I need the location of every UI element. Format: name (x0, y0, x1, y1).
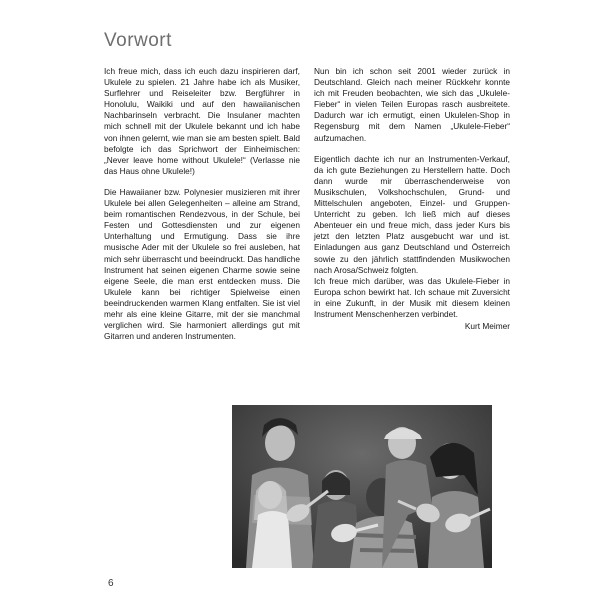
left-column (104, 66, 300, 352)
right-column (314, 66, 510, 332)
paragraph: Ich freue mich, dass ich euch dazu inspirieren darf, Ukulele zu spielen. 21 Jahre habe ich als Musiker, Surflehrer und Reiseleiter bzw. Bergführer in Honolulu, Waikiki und auf den hawaiianischen Nachbarinseln verbracht. Die Insulaner machten mich schnell mit der Ukulele bekannt und ich habe von ihnen gelernt, wie man sie am besten spielt. Bald befolgte ich das Sprichwort der Einheimischen: „Never leave home without Ukulele!“ (Verlasse nie das Haus ohne Ukulele!) (104, 66, 301, 176)
paragraph: Nun bin ich schon seit 2001 wieder zurück in Deutschland. Gleich nach meiner Rückkehr konnte ich mit Freuden beobachten, wie sich das „Ukulele-Fieber“ in vielen Teilen Europas rasch ausbreitete. Dadurch war ich ermutigt, einen Ukulelen-Shop in Regensburg mit dem Namen „Ukulele-Fieber“ aufzumachen. (314, 66, 510, 143)
author-signature: Kurt Meimer (464, 321, 510, 332)
paragraph: Eigentlich dachte ich nur an Instrumenten-Verkauf, da ich gute Beziehungen zu Herstellern hatte. Doch dann wurde mir überraschenderweise von Musikschulen, Volkshochschulen, Grund- und Mittelschulen angeboten, Einzel- und Gruppen-Unterricht zu geben. Ich ließ mich auf dieses Abenteuer ein und freue mich, dass jeder Kurs bis jetzt den letzten Platz ausgebucht war und ist. Einladungen aus ganz Deutschland und Österreich sowie zu den jährlich stattfindenden Musikwochen nach Arosa/Schweiz folgten. (314, 153, 510, 275)
paragraph: Ich freue mich darüber, was das Ukulele-Fieber in Europa schon bewirkt hat. Ich schaue mit Zuversicht in eine Zukunft, in der Musik mit diesem kleinen Instrument Menschenherzen verbindet. (314, 275, 510, 319)
paragraph: Die Hawaiianer bzw. Polynesier musizieren mit ihrer Ukulele bei allen Gelegenheiten – alleine am Strand, beim romantischen Rendezvous, in der Schule, bei Festen und Gottesdiensten und zur eigenen Unterhaltung und Ermutigung. Dass sie ihre musische Ader mit der Ukulele so frei ausleben, hat mich sehr überrascht und beeindruckt. Das handliche Instrument hat seinen eigenen Charme sowie seine eigene Seele, die man erst entdecken muss. Die Ukulele kann bei richtiger Spielweise einen beeindruckenden warmen Klang entfalten. Sie ist viel mehr als eine kleine Gitarre, mit der sie manchmal verglichen wird. Sie harmoniert allerdings gut mit Gitarren und anderen Instrumenten. (104, 186, 301, 342)
group-photo-image (232, 405, 492, 568)
group-photo (232, 405, 492, 568)
page-title: Vorwort (104, 30, 172, 51)
page-number: 6 (108, 578, 114, 589)
